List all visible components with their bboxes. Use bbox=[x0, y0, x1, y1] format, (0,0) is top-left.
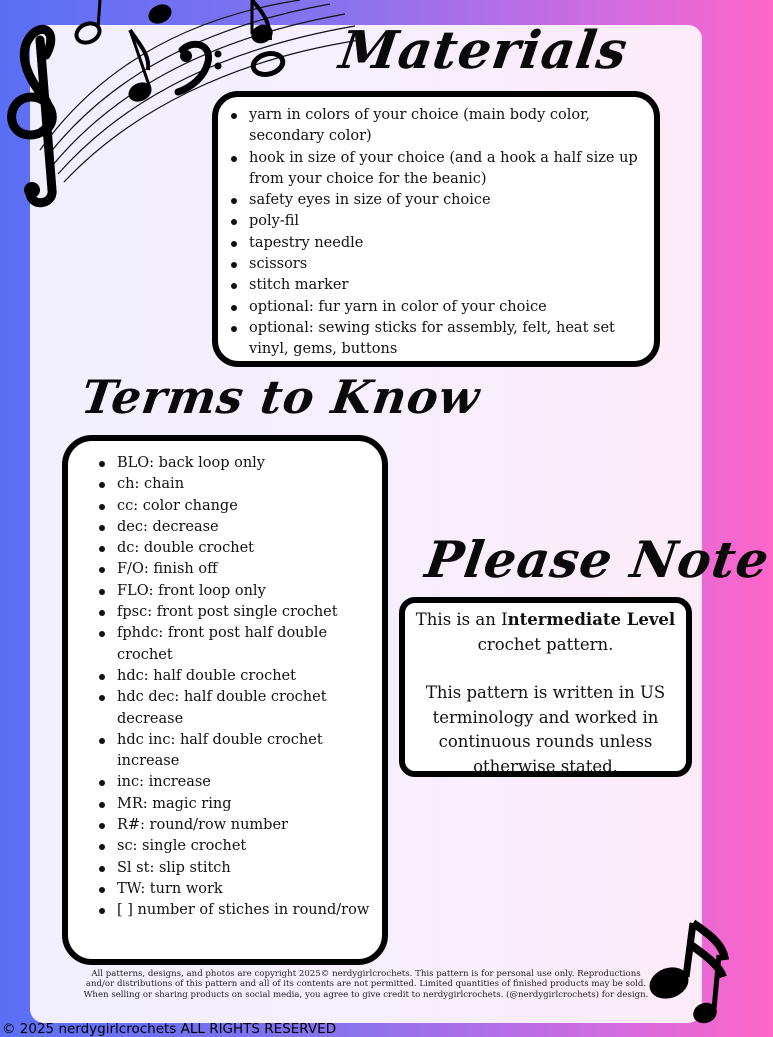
list-item: cc: color change bbox=[117, 496, 377, 517]
list-item: sc: single crochet bbox=[117, 836, 377, 857]
beamed-sixteenth-notes-icon bbox=[645, 915, 732, 1030]
materials-heading: Materials bbox=[335, 20, 632, 81]
note-level-line bbox=[415, 608, 676, 657]
note-text bbox=[415, 608, 676, 779]
list-item: hook in size of your choice (and a hook a half size up from your choice for the beanic) bbox=[249, 148, 654, 191]
copyright-notice: All patterns, designs, and photos are copyright 2025© nerdygirlcrochets. This pattern is for personal use only. Reproductions and/or distributions of this pattern and all of its contents are not permitted. Limited quantities of finished products may be sold. When selling or sharing products on social media, you agree to give credit to nerdygirlcrochets. (@nerdygirlcrochets) for design. bbox=[83, 969, 649, 1000]
list-item: F/O: finish off bbox=[117, 559, 377, 580]
list-item: FLO: front loop only bbox=[117, 581, 377, 602]
materials-list bbox=[249, 105, 654, 361]
terms-box bbox=[62, 435, 388, 965]
terms-list bbox=[117, 453, 377, 922]
list-item: stitch marker bbox=[249, 275, 654, 296]
list-item: MR: magic ring bbox=[117, 794, 377, 815]
list-item: dec: decrease bbox=[117, 517, 377, 538]
list-item: BLO: back loop only bbox=[117, 453, 377, 474]
list-item: hdc: half double crochet bbox=[117, 666, 377, 687]
list-item: inc: increase bbox=[117, 772, 377, 793]
copyright-line: © 2025 nerdygirlcrochets ALL RIGHTS RESERVED bbox=[2, 1021, 337, 1037]
list-item: poly-fil bbox=[249, 211, 654, 232]
list-item: fpsc: front post single crochet bbox=[117, 602, 377, 623]
list-item: hdc inc: half double crochet increase bbox=[117, 730, 377, 773]
list-item: scissors bbox=[249, 254, 654, 275]
note-heading: Please Note bbox=[421, 530, 773, 589]
list-item: hdc dec: half double crochet decrease bbox=[117, 687, 377, 730]
list-item: tapestry needle bbox=[249, 233, 654, 254]
list-item: TW: turn work bbox=[117, 879, 377, 900]
note-box bbox=[399, 597, 692, 777]
list-item: optional: fur yarn in color of your choice bbox=[249, 297, 654, 318]
list-item: [ ] number of stiches in round/row bbox=[117, 900, 377, 921]
list-item: dc: double crochet bbox=[117, 538, 377, 559]
list-item: Sl st: slip stitch bbox=[117, 858, 377, 879]
note-level-bold: ntermediate Level bbox=[507, 610, 676, 629]
terms-heading: Terms to Know bbox=[78, 370, 484, 424]
list-item: ch: chain bbox=[117, 474, 377, 495]
note-terminology-line: This pattern is written in US terminology and worked in continuous rounds unless otherwise stated. bbox=[425, 683, 666, 776]
list-item: R#: round/row number bbox=[117, 815, 377, 836]
list-item: safety eyes in size of your choice bbox=[249, 190, 654, 211]
materials-box bbox=[212, 91, 660, 367]
treble-clef-icon bbox=[12, 29, 53, 202]
list-item: optional: sewing sticks for assembly, felt, heat set vinyl, gems, buttons bbox=[249, 318, 654, 361]
note-level-suffix: crochet pattern. bbox=[477, 634, 614, 654]
note-level-prefix: This is an I bbox=[415, 610, 508, 629]
list-item: fphdc: front post half double crochet bbox=[117, 623, 377, 666]
list-item: yarn in colors of your choice (main body color, secondary color) bbox=[249, 105, 654, 148]
